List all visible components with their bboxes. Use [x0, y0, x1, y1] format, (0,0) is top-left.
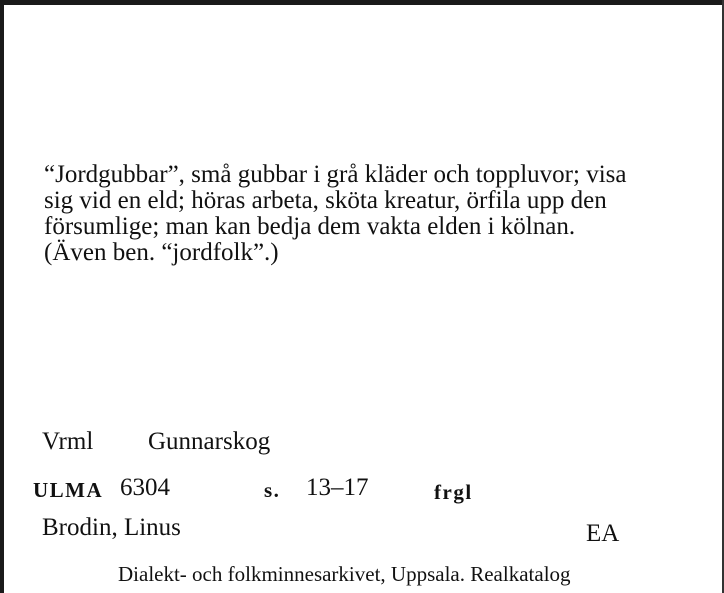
province-label: Vrml [42, 428, 94, 455]
parish-label: Gunnarskog [148, 428, 271, 455]
record-number: 6304 [120, 474, 170, 501]
pages-prefix: s. [264, 478, 281, 502]
record-type: frgl [434, 480, 473, 504]
institution-footer: Dialekt- och folkminnesarkivet, Uppsala. Realkatalog [118, 562, 571, 586]
collector-code: EA [586, 520, 620, 547]
archive-label: ULMA [33, 478, 104, 502]
card-description [44, 162, 684, 266]
description-line: försumlige; man kan bedja dem vakta elden i kölnan. [44, 213, 576, 240]
description-line: (Även ben. “jordfolk”.) [44, 239, 279, 266]
collector-name: Brodin, Linus [42, 514, 181, 541]
description-line: sig vid en eld; höras arbeta, sköta kreatur, örfila upp den [44, 187, 607, 214]
pages-range: 13–17 [306, 474, 369, 501]
description-line: “Jordgubbar”, små gubbar i grå kläder och toppluvor; visa [44, 161, 627, 188]
card-top-border [0, 0, 724, 5]
card-left-border [0, 0, 4, 593]
